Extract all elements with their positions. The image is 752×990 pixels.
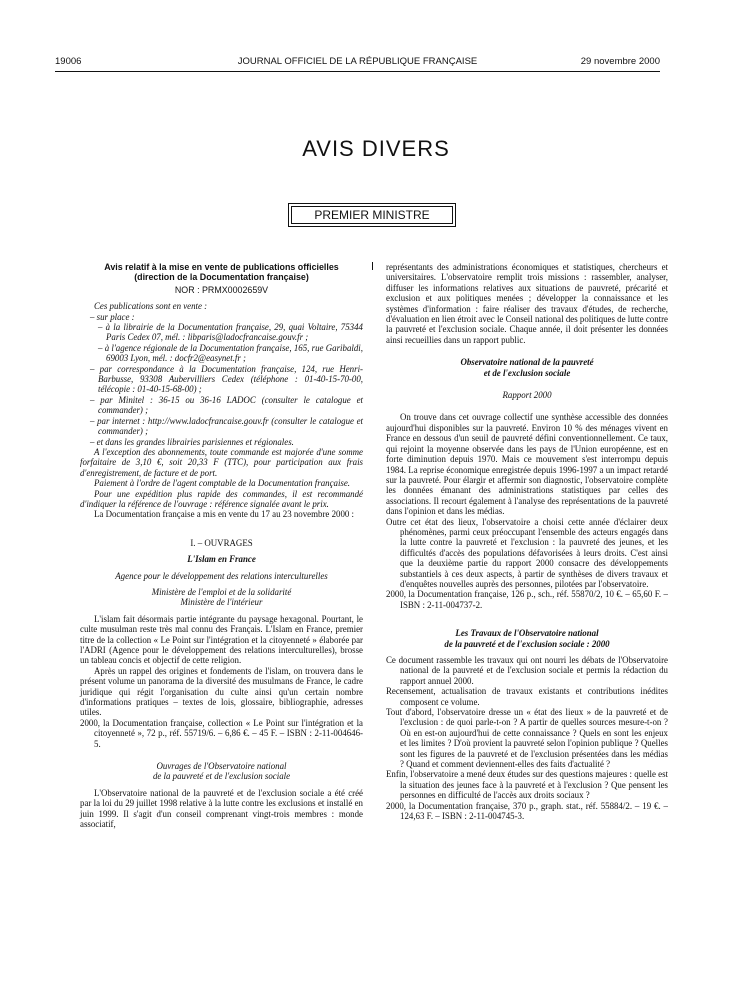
publisher-line: Agence pour le développement des relations interculturelles — [115, 570, 328, 581]
list-item: – sur place : — [90, 311, 135, 322]
book-title: et de l'exclusion sociale — [483, 367, 571, 378]
paragraph: Après un rappel des origines et fondements de l'islam, on trouvera dans le présent volume un panorama de la diversité des musulmans de France, le cadre juridique qui régit l'organisation du culte ainsi qu'un certain nombre d'informations pratiques – textes de lois, glossaire, bibliographie, adresses utiles. — [80, 665, 363, 718]
book-title: Observatoire national de la pauvreté — [460, 357, 594, 368]
paragraph: L'islam fait désormais partie intégrante du paysage hexagonal. Pourtant, le culte musulman reste très mal connu des Français. L'Islam en France, premier titre de la collection « Le Point sur l'intégration et la citoyenneté » élaborée par l'ADRI (Agence pour le développement des relations interculturelles), brosse un tableau concis et objectif de cette religion. — [80, 613, 363, 666]
section-box — [288, 203, 456, 227]
book-title: Les Travaux de l'Observatoire national — [455, 628, 599, 639]
list-item: – par Minitel : 36-15 ou 36-16 LADOC (consulter le catalogue et commander) ; — [90, 394, 363, 416]
book-title: de la pauvreté et de l'exclusion sociale : 2000 — [444, 638, 610, 649]
paragraph: Tout d'abord, l'observatoire dresse un « état des lieux » de la pauvreté et de l'exclusion : de quoi parle-t-on ? A partir de quelles sources mesure-t-on ? Où en est-on aujourd'hui de cette connaissance ? Quels en sont les enjeux et les limites ? D'où provient la pauvreté selon l'opinion publique ? Quelles sont les figures de la pauvreté et de l'exclusion présentées dans les médias ? Quand et comment deviennent-elles des faits d'actualité ? — [386, 707, 668, 770]
running-header — [55, 56, 660, 70]
list-subitem: – à l'agence régionale de la Documentation française, 165, rue Garibaldi, 69003 Lyon, mél. : docfr2@easynet.fr ; — [98, 342, 363, 364]
paragraph: représentants des administrations économiques et statistiques, chercheurs et universitaires. L'observatoire remplit trois missions : rassembler, analyser, diffuser les informations relatives aux situations de pauvreté, précarité et exclusion et aux politiques menées ; développer la connaissance et les systèmes d'information : faire réaliser des travaux d'études, de recherche, d'évaluation en lien étroit avec le Conseil national des politiques de lutte contre la pauvreté et l'exclusion sociale. Chaque année, il doit présenter les données ainsi recueillies dans un rapport public. — [386, 262, 668, 345]
paragraph: La Documentation française a mis en vente du 17 au 23 novembre 2000 : — [94, 509, 355, 520]
section-heading: I. – OUVRAGES — [190, 537, 253, 548]
right-column — [386, 262, 668, 822]
paragraph: Ce document rassemble les travaux qui ont nourri les débats de l'Observatoire national de la pauvreté et de l'exclusion sociale et permis la rédaction du rapport annuel 2000. — [386, 655, 668, 686]
book-reference: 2000, la Documentation française, collection « Le Point sur l'intégration et la citoyenneté », 72 p., réf. 55719/6. – 6,86 €. – 45 F. – ISBN : 2-11-004646-5. — [80, 717, 363, 749]
page-title: AVIS DIVERS — [302, 136, 450, 161]
subsection-heading: Ouvrages de l'Observatoire national — [156, 761, 287, 772]
notice-subheading: (direction de la Documentation française) — [134, 272, 309, 283]
journal-title: JOURNAL OFFICIEL DE LA RÉPUBLIQUE FRANÇAISE — [237, 56, 478, 67]
publisher-line: Ministère de l'emploi et de la solidarité — [151, 586, 292, 597]
paragraph: Pour une expédition plus rapide des commandes, il est recommandé d'indiquer la référence de l'ouvrage : référence signalée avant le prix. — [80, 488, 363, 509]
paragraph: Outre cet état des lieux, l'observatoire a choisi cette année d'éclairer deux phénomènes, parmi ceux préoccupant l'ensemble des acteurs engagés dans la lutte contre la pauvreté et l'exclusion : la pauvreté des jeunes, et les difficultés d'accès des populations défavorisées à leurs droits. C'est ainsi que la deuxième partie du rapport 2000 consacre des développements substantiels à ces deux aspects, à partir de synthèses de divers travaux et d'enquêtes nouvelles auprès des personnes, pilotées par l'observatoire. — [386, 516, 668, 589]
nor-reference: NOR : PRMX0002659V — [174, 284, 269, 295]
left-column — [80, 262, 363, 830]
paragraph: Paiement à l'ordre de l'agent comptable de la Documentation française. — [94, 478, 351, 489]
page-number: 19006 — [55, 56, 82, 67]
book-reference: 2000, la Documentation française, 370 p., graph. stat., réf. 55884/2. – 19 €. – 124,63 F. – ISBN : 2-11-004745-3. — [386, 800, 668, 822]
header-rule — [55, 71, 660, 72]
paragraph: Recensement, actualisation de travaux existants et contributions inédites composent ce volume. — [386, 686, 668, 707]
section-title: PREMIER MINISTRE — [291, 206, 453, 224]
publisher-line: Ministère de l'intérieur — [180, 597, 263, 608]
list-item: – par internet : http://www.ladocfrancaise.gouv.fr (consulter le catalogue et commander) ; — [90, 415, 363, 437]
intro-text: Ces publications sont en vente : — [94, 301, 208, 312]
book-title: L'Islam en France — [187, 554, 256, 565]
list-item: – et dans les grandes librairies parisiennes et régionales. — [90, 436, 294, 447]
notice-heading: Avis relatif à la mise en vente de publications officielles — [104, 262, 339, 272]
publication-date: 29 novembre 2000 — [580, 56, 660, 67]
paragraph: A l'exception des abonnements, toute commande est majorée d'une somme forfaitaire de 3,10 €, soit 20,33 F (TTC), pour participation aux frais d'enregistrement, de facture et de port. — [80, 446, 363, 478]
paragraph: Enfin, l'observatoire a mené deux études sur des questions majeures : quelle est la situation des jeunes face à la pauvreté et à l'exclusion ? Que pensent les personnes en difficulté de l'accès aux droits sociaux ? — [386, 769, 668, 801]
column-divider — [372, 262, 373, 270]
list-item: – par correspondance à la Documentation française, 124, rue Henri-Barbusse, 93308 Aubervilliers Cedex (téléphone : 01-40-15-70-00, télécopie : 01-40-15-68-00) ; — [90, 363, 363, 395]
list-subitem: – à la librairie de la Documentation française, 29, quai Voltaire, 75344 Paris Cedex 07, mél. : libparis@ladocfrancaise.gouv.fr ; — [98, 322, 363, 343]
book-reference: 2000, la Documentation française, 126 p., sch., réf. 55870/2, 10 €. – 65,60 F. – ISBN : 2-11-004737-2. — [386, 589, 668, 610]
book-subtitle: Rapport 2000 — [502, 390, 552, 401]
subsection-heading: de la pauvreté et de l'exclusion sociale — [152, 771, 291, 782]
paragraph: On trouve dans cet ouvrage collectif une synthèse accessible des données aujourd'hui disponibles sur la pauvreté. Environ 10 % des ménages vivent en France en dessous d'un seuil de pauvreté défini conventionnellement. Ce taux, qui rejoint la moyenne observée dans les pays de l'Union européenne, est en forte diminution depuis 1970. Mais ce mouvement s'est interrompu depuis 1984. La reprise économique enregistrée depuis 1996-1997 a un impact retardé sur la pauvreté. Pour élargir et affermir son diagnostic, l'observatoire complète les données émanant des administrations statistiques par celles des associations. Il recourt également à l'analyse des représentations de la pauvreté dans l'opinion et dans les médias. — [386, 412, 668, 517]
paragraph: L'Observatoire national de la pauvreté et de l'exclusion sociale a été créé par la loi du 29 juillet 1998 relative à la lutte contre les exclusions et installé en juin 1999. Il s'agit d'un conseil comprenant vingt-trois membres : monde associatif, — [80, 787, 363, 830]
